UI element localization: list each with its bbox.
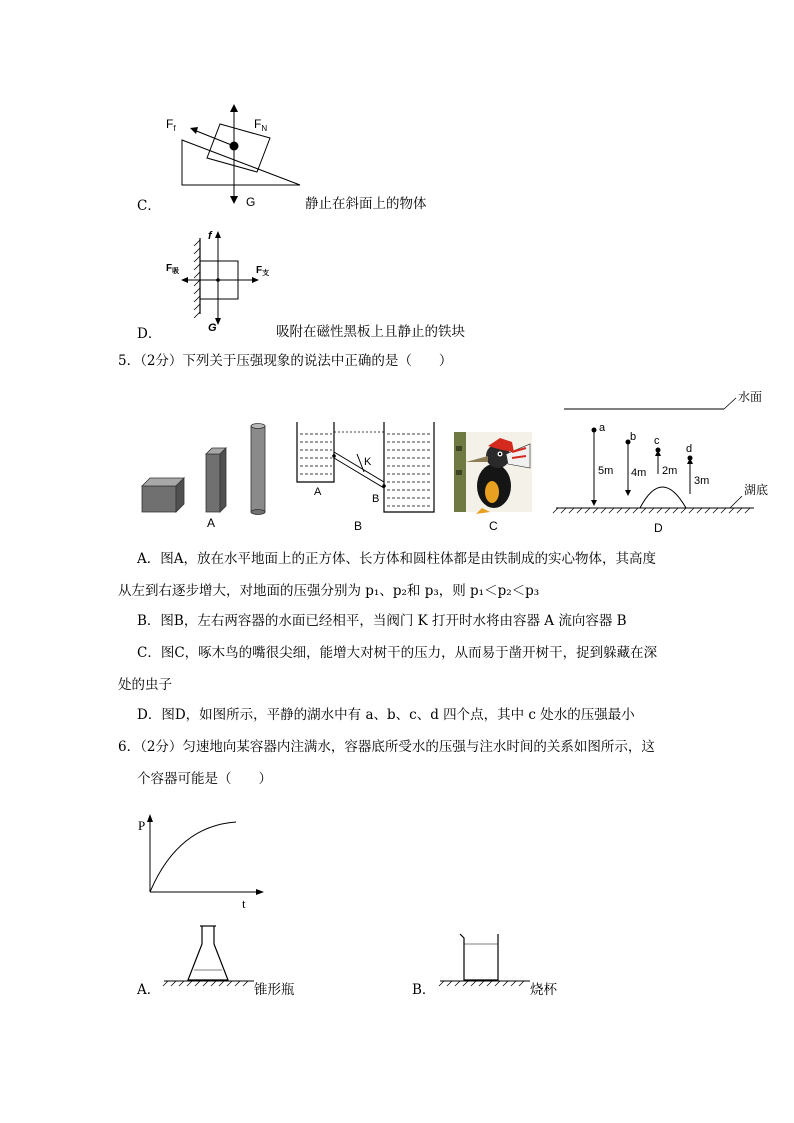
q5-option-c-line1[interactable]: C．图C，啄木鸟的嘴很尖细，能增大对树干的压力，从而易于凿开树干，捉到躲藏在深 <box>137 645 658 661</box>
svg-text:4m: 4m <box>631 467 647 479</box>
svg-text:b: b <box>630 431 637 443</box>
q4-option-c-caption: 静止在斜面上的物体 <box>305 196 427 212</box>
pressure-curve <box>150 822 236 892</box>
f-zhi-label: $F_支$ <box>256 265 270 277</box>
q6-stem-line1: 6．（2分）匀速地向某容器内注满水，容器底所受水的压强与注水时间的关系如图所示，这 <box>118 739 655 755</box>
lake-bottom-label: 湖底 <box>744 483 769 497</box>
magnetic-board-force-diagram <box>160 226 280 332</box>
f-xi-label: $F_吸$ <box>166 263 180 275</box>
container-a <box>297 422 334 482</box>
svg-text:K: K <box>364 456 372 468</box>
beaker <box>460 934 498 980</box>
water-surface-label: 水面 <box>738 390 763 404</box>
q6-option-b-letter[interactable]: B． <box>412 982 436 998</box>
container-b <box>384 422 434 512</box>
figure-d-lake <box>552 384 792 538</box>
lakebed-mound <box>640 487 686 508</box>
point-a <box>592 428 597 433</box>
figure-d-label: D <box>654 521 663 535</box>
center-of-mass-dot <box>230 142 239 151</box>
q6-option-b-caption: 烧杯 <box>530 982 557 998</box>
figure-a-label: A <box>207 516 216 530</box>
valve-k <box>357 454 364 472</box>
q5-option-a-line1[interactable]: A．图A，放在水平地面上的正方体、长方体和圆柱体都是由铁制成的实心物体，其高度 <box>137 551 656 567</box>
q6-stem-line2: 个容器可能是（ ） <box>137 771 272 787</box>
svg-text:3m: 3m <box>694 475 710 487</box>
q4-option-d-letter[interactable]: D． <box>137 326 162 342</box>
q5-option-c-line2: 处的虫子 <box>118 677 172 693</box>
svg-text:d: d <box>686 443 693 455</box>
q5-option-d[interactable]: D．图D，如图所示，平静的湖水中有 a、b、c、d 四个点，其中 c 处水的压强最小 <box>137 707 635 723</box>
friction-f-label: f <box>208 230 212 242</box>
cuboid-solid <box>206 448 226 512</box>
connecting-pipe-lower <box>334 458 384 488</box>
friction-label: $F_f$ <box>166 117 176 133</box>
svg-text:2m: 2m <box>662 465 678 477</box>
svg-text:a: a <box>599 422 606 434</box>
q4-option-c-letter[interactable]: C． <box>137 198 161 214</box>
incline-slope <box>182 140 300 185</box>
svg-text:B: B <box>372 493 380 505</box>
q6-option-a-caption: 锥形瓶 <box>254 982 295 998</box>
figure-c-woodpecker <box>454 432 534 536</box>
cube-solid <box>142 478 184 512</box>
pressure-time-graph <box>134 808 274 912</box>
point-d <box>688 456 693 461</box>
connecting-pipe-upper <box>334 452 384 482</box>
q4-option-d-caption: 吸附在磁性黑板上且静止的铁块 <box>276 324 465 340</box>
q5-stem: 5．（2分）下列关于压强现象的说法中正确的是（ ） <box>118 353 453 369</box>
gravity-label: G <box>246 195 256 209</box>
q5-option-b[interactable]: B．图B，左右两容器的水面已经相平，当阀门 K 打开时水将由容器 A 流向容器 B <box>137 613 627 629</box>
normal-label: $F_N$ <box>254 117 268 133</box>
svg-text:t: t <box>242 896 246 911</box>
svg-text:c: c <box>654 435 660 447</box>
svg-text:P: P <box>138 818 146 833</box>
point-c <box>656 448 661 453</box>
friction-force-arrow <box>194 130 234 146</box>
cylinder-solid <box>251 424 265 515</box>
incline-force-diagram <box>160 100 310 210</box>
q5-option-a-line2: 从左到右逐步增大，对地面的压强分别为 p₁、p₂和 p₃，则 p₁＜p₂＜p₃ <box>118 583 540 599</box>
figure-b-containers <box>292 414 440 536</box>
svg-text:5m: 5m <box>598 465 614 477</box>
conical-flask-figure <box>160 920 260 1000</box>
figure-b-label: B <box>354 519 363 533</box>
q6-option-a-letter[interactable]: A． <box>137 982 161 998</box>
beaker-figure <box>436 920 536 1000</box>
figure-c-label: C <box>489 519 498 533</box>
conical-flask <box>188 926 228 980</box>
svg-text:A: A <box>314 486 322 498</box>
g-label: G <box>208 322 217 334</box>
figure-a-solids <box>136 412 276 534</box>
